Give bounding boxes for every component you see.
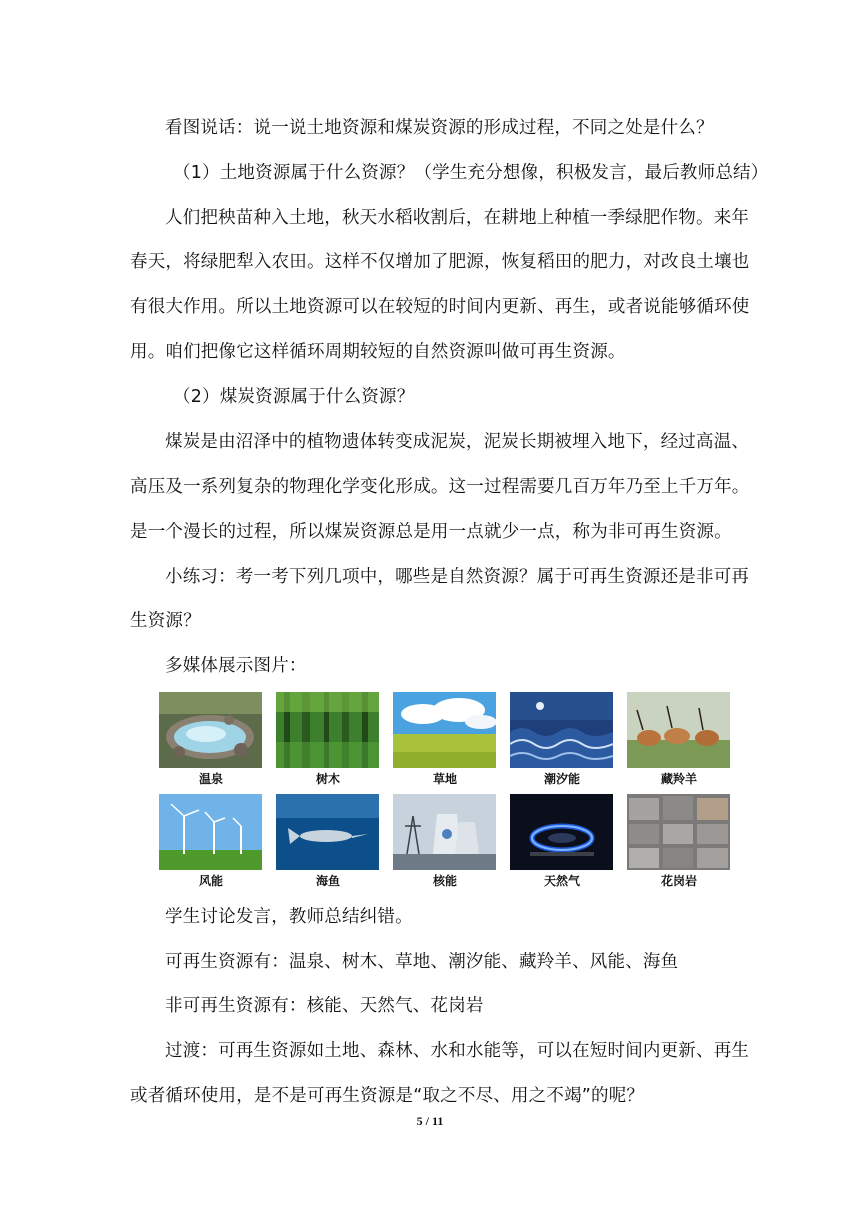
- grassland-photo: [393, 692, 496, 768]
- image-natural-gas: [510, 794, 614, 890]
- caption: 花岗岩: [660, 874, 697, 888]
- image-hot-spring: [159, 692, 263, 788]
- image-row: [159, 794, 731, 890]
- paragraph-multimedia: 多媒体展示图片：: [165, 656, 307, 676]
- paragraph-exercise: 小练习：考一考下列几项中，哪些是自然资源？属于可再生资源还是非可再: [165, 567, 750, 587]
- paragraph-coal: 煤炭是由沼泽中的植物遗体转变成泥炭，泥炭长期被埋入地下，经过高温、: [165, 432, 750, 452]
- caption: 树木: [315, 772, 340, 786]
- image-sea-fish: [276, 794, 380, 890]
- page-number: 5 / 11: [416, 1114, 444, 1128]
- caption: 核能: [432, 874, 457, 888]
- paragraph-coal: 高压及一系列复杂的物理化学变化形成。这一过程需要几百万年乃至上千万年。: [130, 477, 750, 497]
- paragraph-land: 春天，将绿肥犁入农田。这样不仅增加了肥源，恢复稻田的肥力，对改良土壤也: [130, 252, 750, 272]
- granite-photo: [627, 794, 730, 870]
- image-row: [159, 692, 731, 788]
- paragraph-land: 人们把秧苗种入土地，秋天水稻收割后，在耕地上种植一季绿肥作物。来年: [165, 208, 750, 228]
- paragraph-discussion: 学生讨论发言，教师总结纠错。: [165, 907, 413, 927]
- wind-energy-photo: [159, 794, 262, 870]
- paragraph-prompt: 看图说话：说一说土地资源和煤炭资源的形成过程，不同之处是什么？: [165, 118, 714, 138]
- paragraph-exercise: 生资源？: [130, 611, 201, 631]
- trees-photo: [276, 692, 379, 768]
- caption: 天然气: [543, 874, 580, 888]
- tidal-energy-photo: [510, 692, 613, 768]
- paragraph-transition: 或者循环使用，是不是可再生资源是“取之不尽、用之不竭”的呢？: [130, 1086, 645, 1106]
- caption: 海鱼: [315, 874, 340, 888]
- image-tibetan-antelope: [627, 692, 731, 788]
- paragraph-transition: 过渡：可再生资源如土地、森林、水和水能等，可以在短时间内更新、再生: [165, 1041, 750, 1061]
- caption: 藏羚羊: [660, 772, 697, 786]
- image-trees: [276, 692, 380, 788]
- hot-spring-photo: [159, 692, 262, 768]
- image-granite: [627, 794, 731, 890]
- nuclear-energy-photo: [393, 794, 496, 870]
- image-tidal-energy: [510, 692, 614, 788]
- image-nuclear-energy: [393, 794, 497, 890]
- caption: 潮汐能: [543, 772, 580, 786]
- image-wind-energy: [159, 794, 263, 890]
- natural-gas-photo: [510, 794, 613, 870]
- paragraph-land: 有很大作用。所以土地资源可以在较短的时间内更新、再生，或者说能够循环使: [130, 297, 750, 317]
- caption: 温泉: [198, 772, 223, 786]
- renewable-list: 可再生资源有：温泉、树木、草地、潮汐能、藏羚羊、风能、海鱼: [165, 952, 679, 972]
- sea-fish-photo: [276, 794, 379, 870]
- antelope-photo: [627, 692, 730, 768]
- nonrenewable-list: 非可再生资源有：核能、天然气、花岗岩: [165, 996, 484, 1016]
- caption: 风能: [198, 874, 223, 888]
- question-2: （2）煤炭资源属于什么资源？: [173, 387, 415, 407]
- image-grassland: [393, 692, 497, 788]
- paragraph-coal: 是一个漫长的过程，所以煤炭资源总是用一点就少一点，称为非可再生资源。: [130, 522, 732, 542]
- question-1: （1）土地资源属于什么资源？（学生充分想像，积极发言，最后教师总结）: [173, 163, 769, 183]
- caption: 草地: [432, 772, 457, 786]
- paragraph-land: 用。咱们把像它这样循环周期较短的自然资源叫做可再生资源。: [130, 342, 626, 362]
